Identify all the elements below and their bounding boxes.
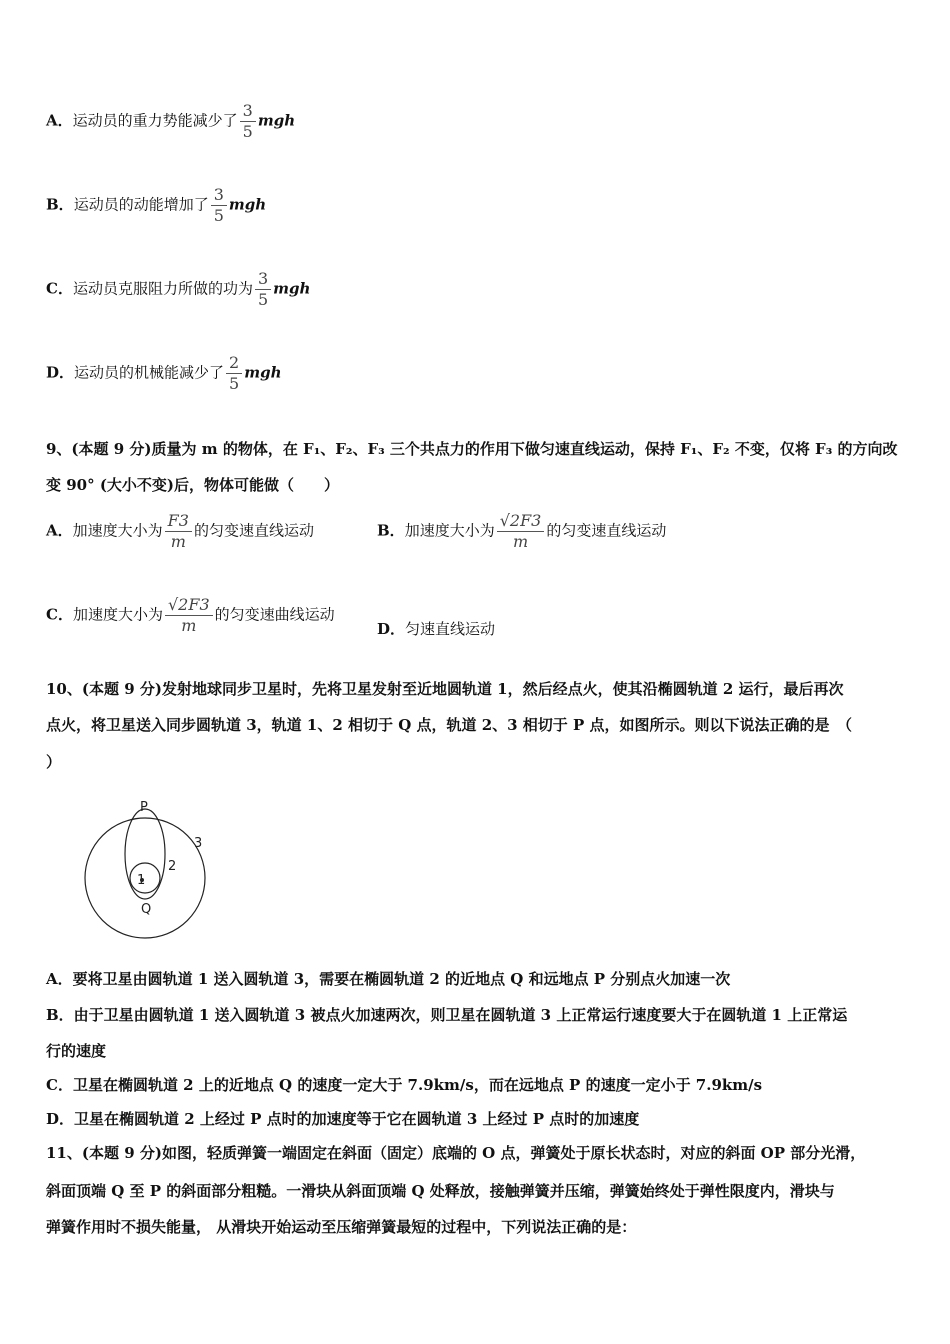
q10-stem-line1: 10、(本题 9 分)发射地球同步卫星时，先将卫星发射至近地圆轨道 1，然后经点火，使其沿椭圆轨道 2 运行，最后再次 bbox=[46, 680, 844, 698]
q10-stem-line2: 点火，将卫星送入同步圆轨道 3，轨道 1、2 相切于 Q 点，轨道 2、3 相切于 P 点，如图所示。则以下说法正确的是 （ bbox=[46, 716, 853, 734]
label-orbit-1: 1 bbox=[137, 873, 146, 888]
q10-stem-line3: ） bbox=[46, 753, 62, 771]
orbit-diagram bbox=[80, 792, 210, 944]
fraction: $\frac{3}{5}$ bbox=[255, 270, 271, 309]
fraction: $\frac{2}{5}$ bbox=[226, 354, 242, 393]
fraction: $\frac{√2F3}{m}$ bbox=[497, 512, 545, 551]
q9-option-c: C．加速度大小为 $\frac{√2F3}{m}$ 的匀变速曲线运动 bbox=[46, 595, 335, 635]
q11-stem-line2: 斜面顶端 Q 至 P 的斜面部分粗糙。一滑块从斜面顶端 Q 处释放，接触弹簧并压缩，弹簧始终处于弹性限度内，滑块与 bbox=[46, 1182, 835, 1200]
q10-option-b-line2: 行的速度 bbox=[46, 1042, 107, 1060]
label-orbit-2: 2 bbox=[168, 859, 177, 874]
q8-option-c: C．运动员克服阻力所做的功为 $\frac{3}{5}$ mgh bbox=[46, 269, 311, 309]
label-q: Q bbox=[141, 902, 152, 917]
fraction: $\frac{F3}{m}$ bbox=[165, 512, 192, 551]
q8-option-a: A．运动员的重力势能减少了 $\frac{3}{5}$ mgh bbox=[46, 101, 296, 141]
q10-option-a: A．要将卫星由圆轨道 1 送入圆轨道 3，需要在椭圆轨道 2 的近地点 Q 和远地点 P 分别点火加速一次 bbox=[46, 970, 731, 988]
q11-stem-line3: 弹簧作用时不损失能量， 从滑块开始运动至压缩弹簧最短的过程中，下列说法正确的是： bbox=[46, 1218, 637, 1236]
q8-option-b: B．运动员的动能增加了 $\frac{3}{5}$ mgh bbox=[46, 185, 267, 225]
q8-option-d: D．运动员的机械能减少了 $\frac{2}{5}$ mgh bbox=[46, 353, 282, 393]
q9-stem-line2: 变 90° (大小不变)后，物体可能做（ ） bbox=[46, 476, 340, 494]
q11-stem-line1: 11、(本题 9 分)如图，轻质弹簧一端固定在斜面（固定）底端的 O 点，弹簧处于原长状态时，对应的斜面 OP 部分光滑， bbox=[46, 1144, 866, 1162]
label-p: P bbox=[140, 800, 148, 815]
fraction: $\frac{√2F3}{m}$ bbox=[165, 596, 213, 635]
fraction: $\frac{3}{5}$ bbox=[211, 186, 227, 225]
q9-stem-line1: 9、(本题 9 分)质量为 m 的物体，在 F₁、F₂、F₃ 三个共点力的作用下做匀速直线运动，保持 F₁、F₂ 不变，仅将 F₃ 的方向改 bbox=[46, 440, 898, 458]
fraction: $\frac{3}{5}$ bbox=[240, 102, 256, 141]
q10-option-b-line1: B．由于卫星由圆轨道 1 送入圆轨道 3 被点火加速两次，则卫星在圆轨道 3 上正常运行速度要大于在圆轨道 1 上正常运 bbox=[46, 1006, 848, 1024]
q10-option-c: C．卫星在椭圆轨道 2 上的近地点 Q 的速度一定大于 7.9km/s，而在远地点 P 的速度一定小于 7.9km/s bbox=[46, 1076, 763, 1094]
q9-option-d: D．匀速直线运动 bbox=[377, 620, 496, 638]
q9-option-b: B．加速度大小为 $\frac{√2F3}{m}$ 的匀变速直线运动 bbox=[377, 511, 667, 551]
label-orbit-3: 3 bbox=[194, 836, 203, 851]
q10-option-d: D．卫星在椭圆轨道 2 上经过 P 点时的加速度等于它在圆轨道 3 上经过 P 点时的加速度 bbox=[46, 1110, 640, 1128]
q9-option-a: A．加速度大小为 $\frac{F3}{m}$ 的匀变速直线运动 bbox=[46, 511, 314, 551]
